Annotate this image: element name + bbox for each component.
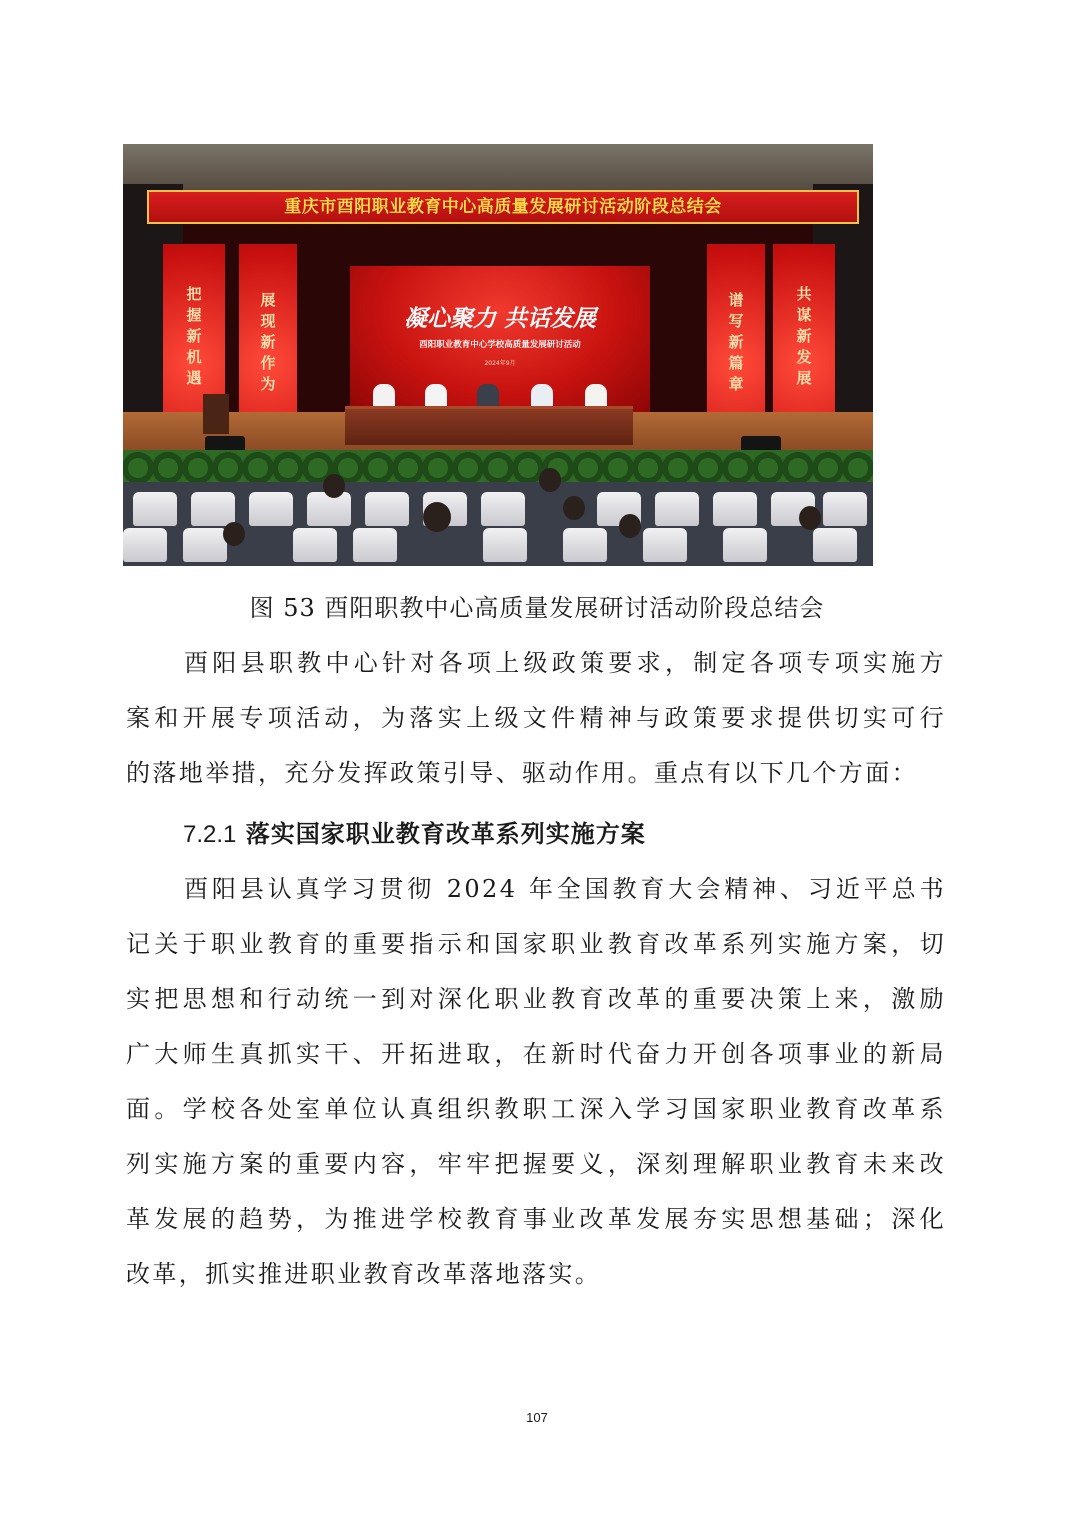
seat <box>713 492 757 526</box>
paragraph-line: 记关于职业教育的重要指示和国家职业教育改革系列实施方案，切 <box>126 930 946 958</box>
paragraph-line: 的落地举措，充分发挥政策引导、驱动作用。重点有以下几个方面： <box>126 759 918 787</box>
seat <box>655 492 699 526</box>
led-text: 谱 写 新 篇 章 <box>728 291 744 393</box>
seat <box>643 528 687 562</box>
seat <box>813 528 857 562</box>
audience-head <box>799 506 821 530</box>
section-heading <box>183 814 646 849</box>
audience-head <box>423 502 451 532</box>
audience-seating <box>123 482 873 566</box>
section-title: 落实国家职业教育改革系列实施方案 <box>245 819 646 848</box>
seat <box>483 528 527 562</box>
paragraph-line: 面。学校各处室单位认真组织教职工深入学习国家职业教育改革系 <box>126 1095 946 1123</box>
section-number: 7.2.1 <box>183 821 237 848</box>
seat <box>563 528 607 562</box>
paragraph-line: 案和开展专项活动，为落实上级文件精神与政策要求提供切实可行 <box>126 704 946 732</box>
audience-head <box>619 514 641 538</box>
body-paragraph <box>126 862 946 1302</box>
paragraph-line: 改革，抓实推进职业教育改革落地落实。 <box>126 1260 602 1288</box>
intro-paragraph <box>126 636 946 801</box>
audience-head <box>539 468 561 492</box>
audience-head <box>223 522 245 546</box>
audience-head <box>563 496 585 520</box>
led-text: 展 现 新 作 为 <box>260 291 276 393</box>
figure-caption: 图 53 酉阳职教中心高质量发展研讨活动阶段总结会 <box>249 594 825 622</box>
paragraph-line: 广大师生真抓实干、开拓进取，在新时代奋力开创各项事业的新局 <box>126 1040 946 1068</box>
screen-subtitle: 酉阳职业教育中心学校高质量发展研讨活动 <box>419 340 581 350</box>
led-text: 把 握 新 机 遇 <box>186 285 202 387</box>
seat <box>353 528 397 562</box>
seat <box>481 492 525 526</box>
seat <box>133 492 177 526</box>
seat <box>365 492 409 526</box>
audience-head <box>323 474 345 498</box>
potted-plants-row <box>123 450 873 484</box>
banner-sign: 重庆市酉阳职业教育中心高质量发展研讨活动阶段总结会 <box>147 190 859 224</box>
seat <box>123 528 167 562</box>
podium-table <box>345 406 633 445</box>
screen-headline: 凝心聚力 共话发展 <box>403 306 596 332</box>
screen-date: 2024年9月 <box>484 360 516 367</box>
conference-photo <box>123 144 873 566</box>
lectern <box>203 394 229 434</box>
seat <box>293 528 337 562</box>
led-text: 共 谋 新 发 展 <box>796 285 812 387</box>
paragraph-line: 实把思想和行动统一到对深化职业教育改革的重要决策上来，激励 <box>126 985 946 1013</box>
seat <box>723 528 767 562</box>
seat <box>183 528 227 562</box>
seat <box>823 492 867 526</box>
paragraph-line: 列实施方案的重要内容，牢牢把握要义，深刻理解职业教育未来改 <box>126 1150 946 1178</box>
page-number: 107 <box>526 1410 548 1425</box>
seat <box>191 492 235 526</box>
seat <box>249 492 293 526</box>
paragraph-line: 酉阳县职教中心针对各项上级政策要求，制定各项专项实施方 <box>184 649 946 677</box>
paragraph-line: 革发展的趋势，为推进学校教育事业改革发展夯实思想基础；深化 <box>126 1205 946 1233</box>
paragraph-line: 酉阳县认真学习贯彻 2024 年全国教育大会精神、习近平总书 <box>184 875 946 903</box>
